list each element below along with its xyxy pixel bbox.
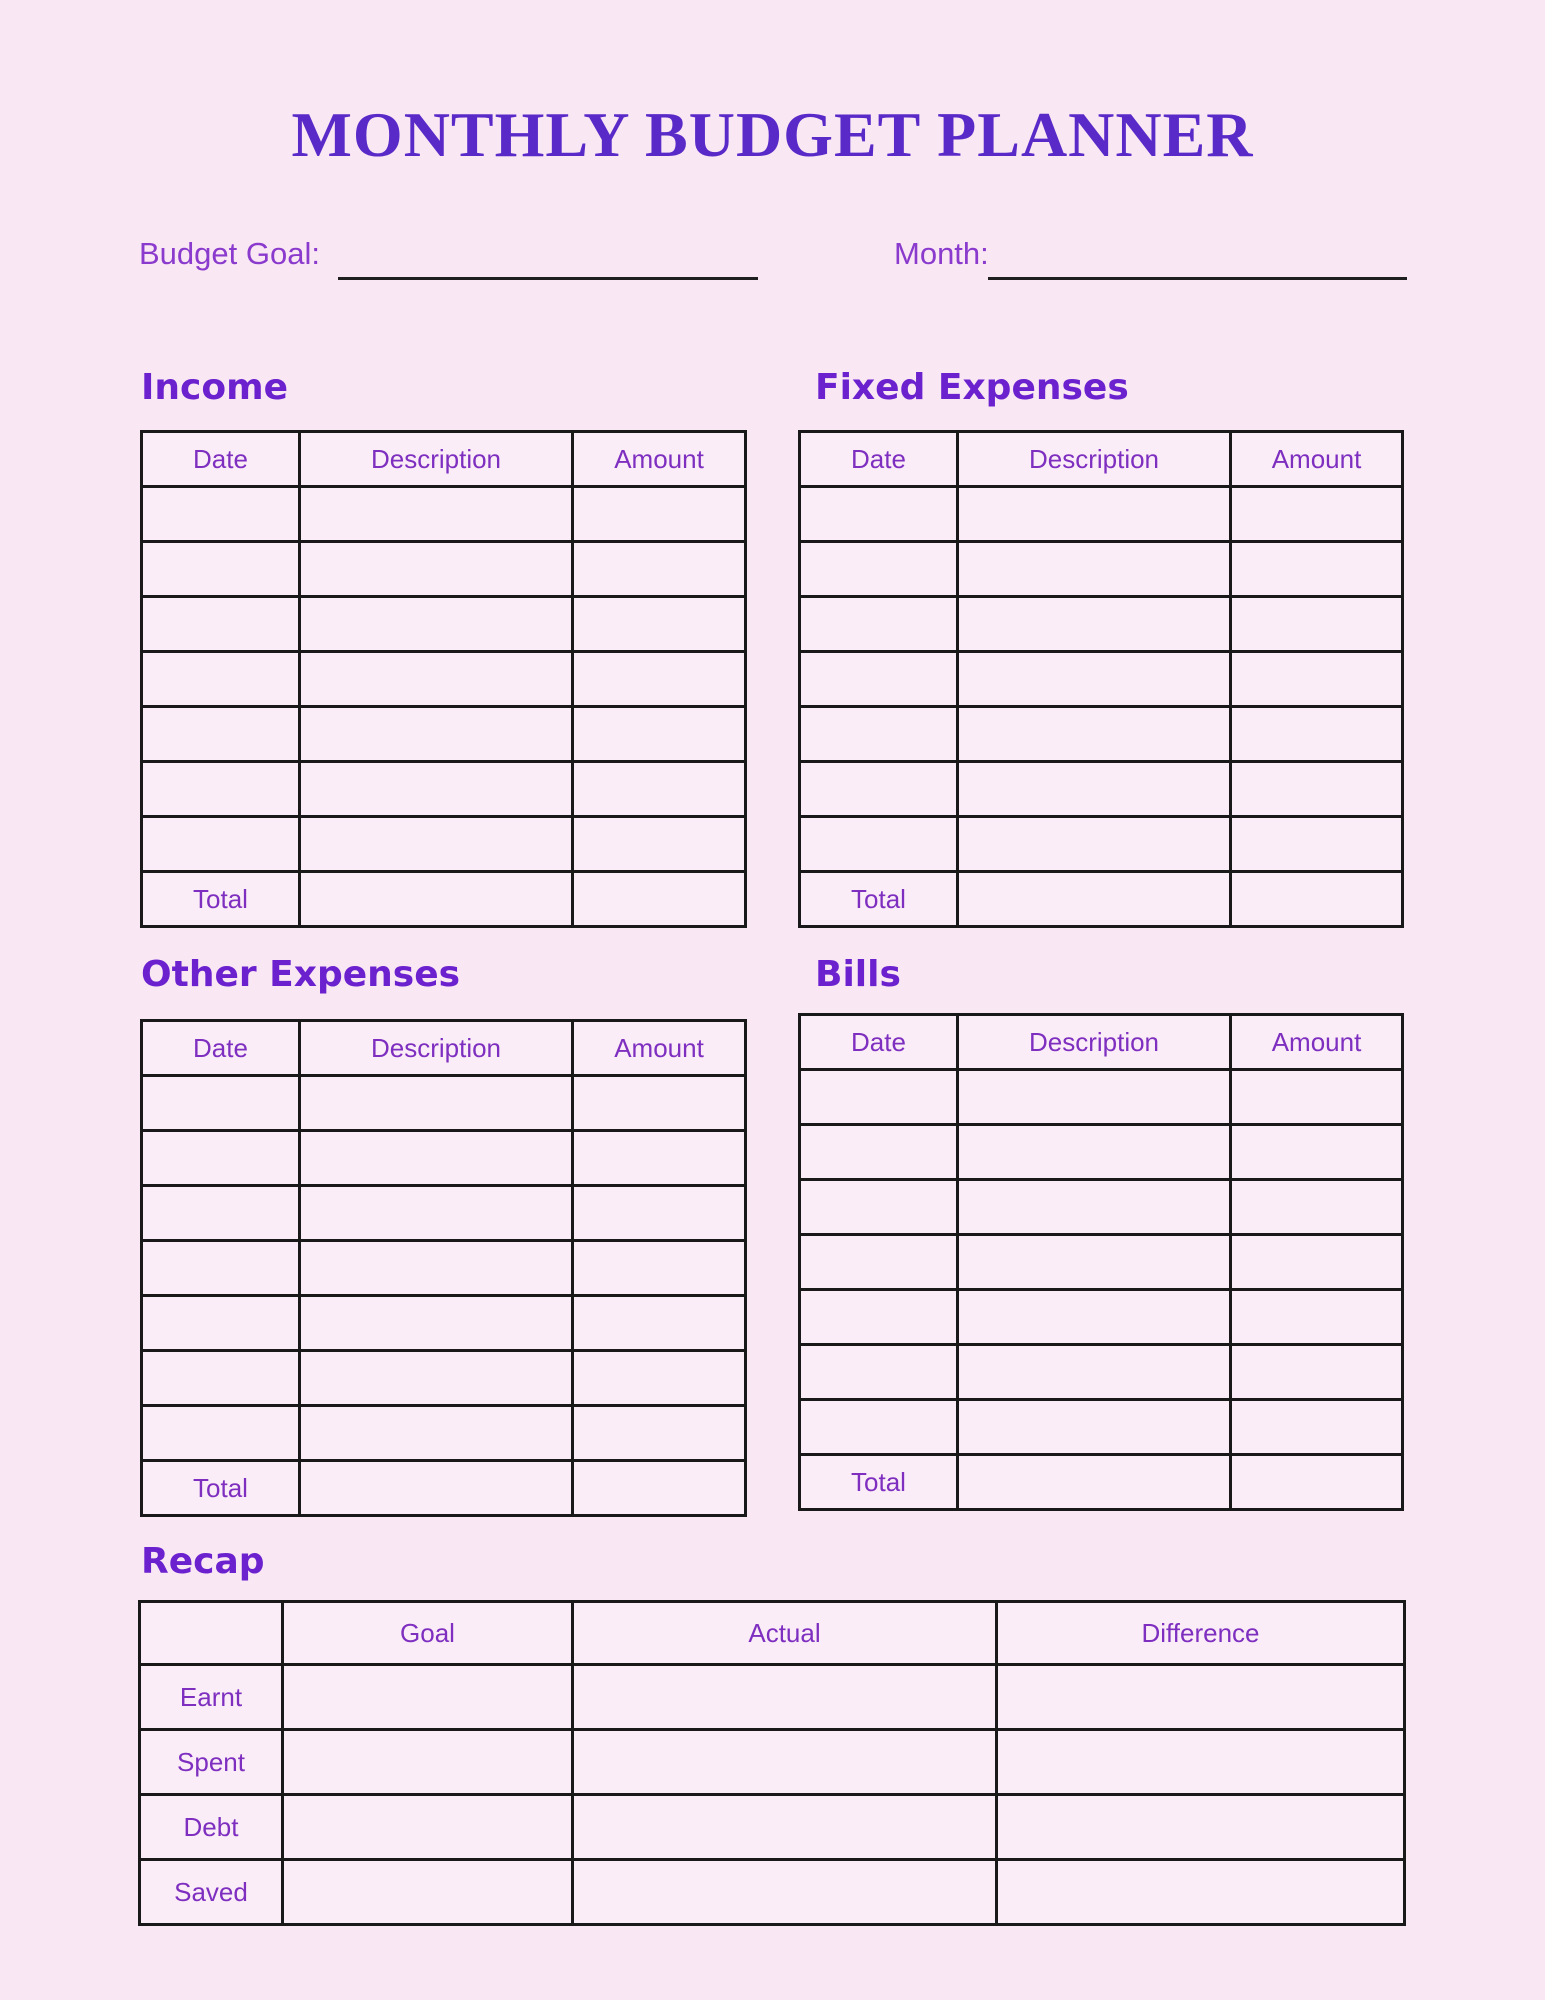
empty-cell[interactable] [1231, 1235, 1403, 1290]
entry-row [142, 817, 746, 872]
entry-row [142, 652, 746, 707]
recap-cell[interactable] [997, 1860, 1405, 1925]
empty-cell[interactable] [958, 542, 1231, 597]
empty-cell[interactable] [300, 1131, 573, 1186]
empty-cell[interactable] [958, 1180, 1231, 1235]
recap-row-label: Spent [140, 1730, 283, 1795]
fixed-expenses-table [798, 430, 1404, 928]
entry-row [800, 762, 1403, 817]
empty-cell[interactable] [1231, 597, 1403, 652]
empty-cell[interactable] [800, 817, 958, 872]
month-input-line[interactable] [988, 277, 1407, 280]
empty-cell[interactable] [1231, 652, 1403, 707]
column-header: Date [800, 1015, 958, 1070]
empty-cell[interactable] [142, 1241, 300, 1296]
column-header: Date [142, 432, 300, 487]
empty-cell[interactable] [573, 1076, 746, 1131]
entry-row [800, 1125, 1403, 1180]
column-header: Date [142, 1021, 300, 1076]
total-row [142, 1461, 746, 1516]
entry-row [800, 542, 1403, 597]
empty-cell[interactable] [142, 652, 300, 707]
recap-cell[interactable] [573, 1730, 997, 1795]
recap-row [140, 1860, 1405, 1925]
total-value-cell[interactable] [958, 872, 1231, 927]
empty-cell[interactable] [1231, 1070, 1403, 1125]
empty-cell[interactable] [573, 1351, 746, 1406]
other-expenses-table [140, 1019, 747, 1517]
recap-cell[interactable] [997, 1795, 1405, 1860]
empty-cell[interactable] [142, 1076, 300, 1131]
header-row [142, 1021, 746, 1076]
total-value-cell[interactable] [958, 1455, 1231, 1510]
empty-cell[interactable] [573, 762, 746, 817]
empty-cell[interactable] [958, 1125, 1231, 1180]
empty-cell[interactable] [300, 1076, 573, 1131]
month-label: Month: [894, 236, 989, 271]
empty-cell[interactable] [1231, 707, 1403, 762]
empty-cell[interactable] [142, 1296, 300, 1351]
total-label: Total [800, 872, 958, 927]
empty-cell[interactable] [800, 1235, 958, 1290]
empty-cell[interactable] [573, 487, 746, 542]
empty-cell[interactable] [1231, 1180, 1403, 1235]
recap-table [138, 1600, 1406, 1926]
empty-cell[interactable] [300, 1296, 573, 1351]
empty-cell[interactable] [142, 542, 300, 597]
empty-cell[interactable] [958, 1400, 1231, 1455]
entry-row [142, 487, 746, 542]
header-row [140, 1602, 1405, 1665]
total-label: Total [800, 1455, 958, 1510]
header-row [142, 432, 746, 487]
empty-cell[interactable] [573, 1186, 746, 1241]
total-value-cell[interactable] [1231, 872, 1403, 927]
recap-row-label: Debt [140, 1795, 283, 1860]
column-header: Amount [573, 1021, 746, 1076]
entry-row [800, 1345, 1403, 1400]
empty-cell[interactable] [300, 597, 573, 652]
entry-row [142, 1241, 746, 1296]
column-header: Description [300, 432, 573, 487]
empty-cell[interactable] [958, 597, 1231, 652]
recap-cell[interactable] [573, 1665, 997, 1730]
income-heading: Income [141, 367, 289, 408]
recap-cell[interactable] [997, 1665, 1405, 1730]
column-header: Description [958, 1015, 1231, 1070]
empty-cell[interactable] [300, 817, 573, 872]
entry-row [800, 817, 1403, 872]
empty-cell[interactable] [142, 1131, 300, 1186]
entry-row [142, 1186, 746, 1241]
empty-cell[interactable] [142, 707, 300, 762]
empty-cell[interactable] [142, 597, 300, 652]
empty-cell[interactable] [1231, 1345, 1403, 1400]
empty-cell[interactable] [300, 542, 573, 597]
recap-row [140, 1730, 1405, 1795]
recap-heading: Recap [141, 1541, 265, 1582]
entry-row [142, 762, 746, 817]
total-row [800, 872, 1403, 927]
empty-cell[interactable] [573, 542, 746, 597]
total-value-cell[interactable] [573, 872, 746, 927]
total-label: Total [142, 1461, 300, 1516]
entry-row [142, 1131, 746, 1186]
entry-row [142, 1296, 746, 1351]
budget-goal-input-line[interactable] [338, 277, 758, 280]
empty-cell[interactable] [800, 1180, 958, 1235]
recap-row [140, 1795, 1405, 1860]
empty-cell[interactable] [800, 1400, 958, 1455]
empty-cell[interactable] [573, 1241, 746, 1296]
fixed-expenses-heading: Fixed Expenses [815, 367, 1129, 408]
empty-cell[interactable] [800, 542, 958, 597]
recap-column-header: Difference [997, 1602, 1405, 1665]
empty-cell[interactable] [573, 597, 746, 652]
empty-cell[interactable] [800, 652, 958, 707]
empty-cell[interactable] [142, 817, 300, 872]
empty-cell[interactable] [800, 1345, 958, 1400]
empty-cell[interactable] [958, 487, 1231, 542]
recap-row-label: Earnt [140, 1665, 283, 1730]
column-header: Date [800, 432, 958, 487]
empty-cell[interactable] [573, 1131, 746, 1186]
page-title: MONTHLY BUDGET PLANNER [291, 99, 1254, 170]
empty-cell[interactable] [800, 487, 958, 542]
entry-row [142, 1076, 746, 1131]
empty-cell[interactable] [142, 1406, 300, 1461]
bills-table [798, 1013, 1404, 1511]
empty-cell[interactable] [1231, 542, 1403, 597]
other-expenses-heading: Other Expenses [141, 954, 461, 995]
empty-cell[interactable] [800, 762, 958, 817]
column-header: Amount [573, 432, 746, 487]
entry-row [800, 1070, 1403, 1125]
empty-cell[interactable] [958, 1345, 1231, 1400]
entry-row [800, 487, 1403, 542]
empty-cell[interactable] [573, 1406, 746, 1461]
recap-column-header: Actual [573, 1602, 997, 1665]
empty-cell[interactable] [958, 1070, 1231, 1125]
column-header: Amount [1231, 432, 1403, 487]
header-row [800, 432, 1403, 487]
recap-cell[interactable] [997, 1730, 1405, 1795]
empty-cell[interactable] [800, 597, 958, 652]
total-value-cell[interactable] [300, 1461, 573, 1516]
empty-cell[interactable] [800, 1070, 958, 1125]
empty-cell[interactable] [800, 707, 958, 762]
empty-cell[interactable] [1231, 762, 1403, 817]
empty-cell[interactable] [300, 1186, 573, 1241]
recap-row [140, 1665, 1405, 1730]
recap-cell[interactable] [283, 1795, 573, 1860]
entry-row [142, 1351, 746, 1406]
entry-row [142, 597, 746, 652]
empty-cell[interactable] [958, 1290, 1231, 1345]
empty-cell[interactable] [300, 1351, 573, 1406]
entry-row [800, 707, 1403, 762]
total-row [142, 872, 746, 927]
recap-corner-cell [140, 1602, 283, 1665]
empty-cell[interactable] [300, 652, 573, 707]
total-row [800, 1455, 1403, 1510]
column-header: Amount [1231, 1015, 1403, 1070]
empty-cell[interactable] [958, 652, 1231, 707]
recap-cell[interactable] [283, 1860, 573, 1925]
empty-cell[interactable] [800, 1290, 958, 1345]
total-value-cell[interactable] [300, 872, 573, 927]
recap-cell[interactable] [283, 1730, 573, 1795]
entry-row [142, 542, 746, 597]
budget-goal-label: Budget Goal: [139, 236, 320, 271]
entry-row [800, 1290, 1403, 1345]
recap-column-header: Goal [283, 1602, 573, 1665]
empty-cell[interactable] [958, 817, 1231, 872]
entry-row [142, 707, 746, 762]
income-table [140, 430, 747, 928]
recap-cell[interactable] [573, 1860, 997, 1925]
empty-cell[interactable] [1231, 1400, 1403, 1455]
column-header: Description [300, 1021, 573, 1076]
empty-cell[interactable] [958, 762, 1231, 817]
empty-cell[interactable] [1231, 817, 1403, 872]
empty-cell[interactable] [573, 707, 746, 762]
empty-cell[interactable] [142, 762, 300, 817]
total-value-cell[interactable] [1231, 1455, 1403, 1510]
recap-cell[interactable] [573, 1795, 997, 1860]
empty-cell[interactable] [1231, 1125, 1403, 1180]
column-header: Description [958, 432, 1231, 487]
empty-cell[interactable] [300, 707, 573, 762]
empty-cell[interactable] [573, 817, 746, 872]
empty-cell[interactable] [800, 1125, 958, 1180]
total-label: Total [142, 872, 300, 927]
entry-row [800, 1180, 1403, 1235]
empty-cell[interactable] [573, 1296, 746, 1351]
total-value-cell[interactable] [573, 1461, 746, 1516]
entry-row [800, 1400, 1403, 1455]
entry-row [800, 652, 1403, 707]
empty-cell[interactable] [142, 487, 300, 542]
recap-cell[interactable] [283, 1665, 573, 1730]
empty-cell[interactable] [300, 762, 573, 817]
entry-row [142, 1406, 746, 1461]
empty-cell[interactable] [958, 707, 1231, 762]
empty-cell[interactable] [958, 1235, 1231, 1290]
entry-row [800, 597, 1403, 652]
recap-row-label: Saved [140, 1860, 283, 1925]
empty-cell[interactable] [573, 652, 746, 707]
empty-cell[interactable] [1231, 487, 1403, 542]
bills-heading: Bills [815, 954, 901, 995]
empty-cell[interactable] [142, 1186, 300, 1241]
header-row [800, 1015, 1403, 1070]
empty-cell[interactable] [300, 1406, 573, 1461]
entry-row [800, 1235, 1403, 1290]
empty-cell[interactable] [300, 487, 573, 542]
empty-cell[interactable] [300, 1241, 573, 1296]
empty-cell[interactable] [1231, 1290, 1403, 1345]
empty-cell[interactable] [142, 1351, 300, 1406]
